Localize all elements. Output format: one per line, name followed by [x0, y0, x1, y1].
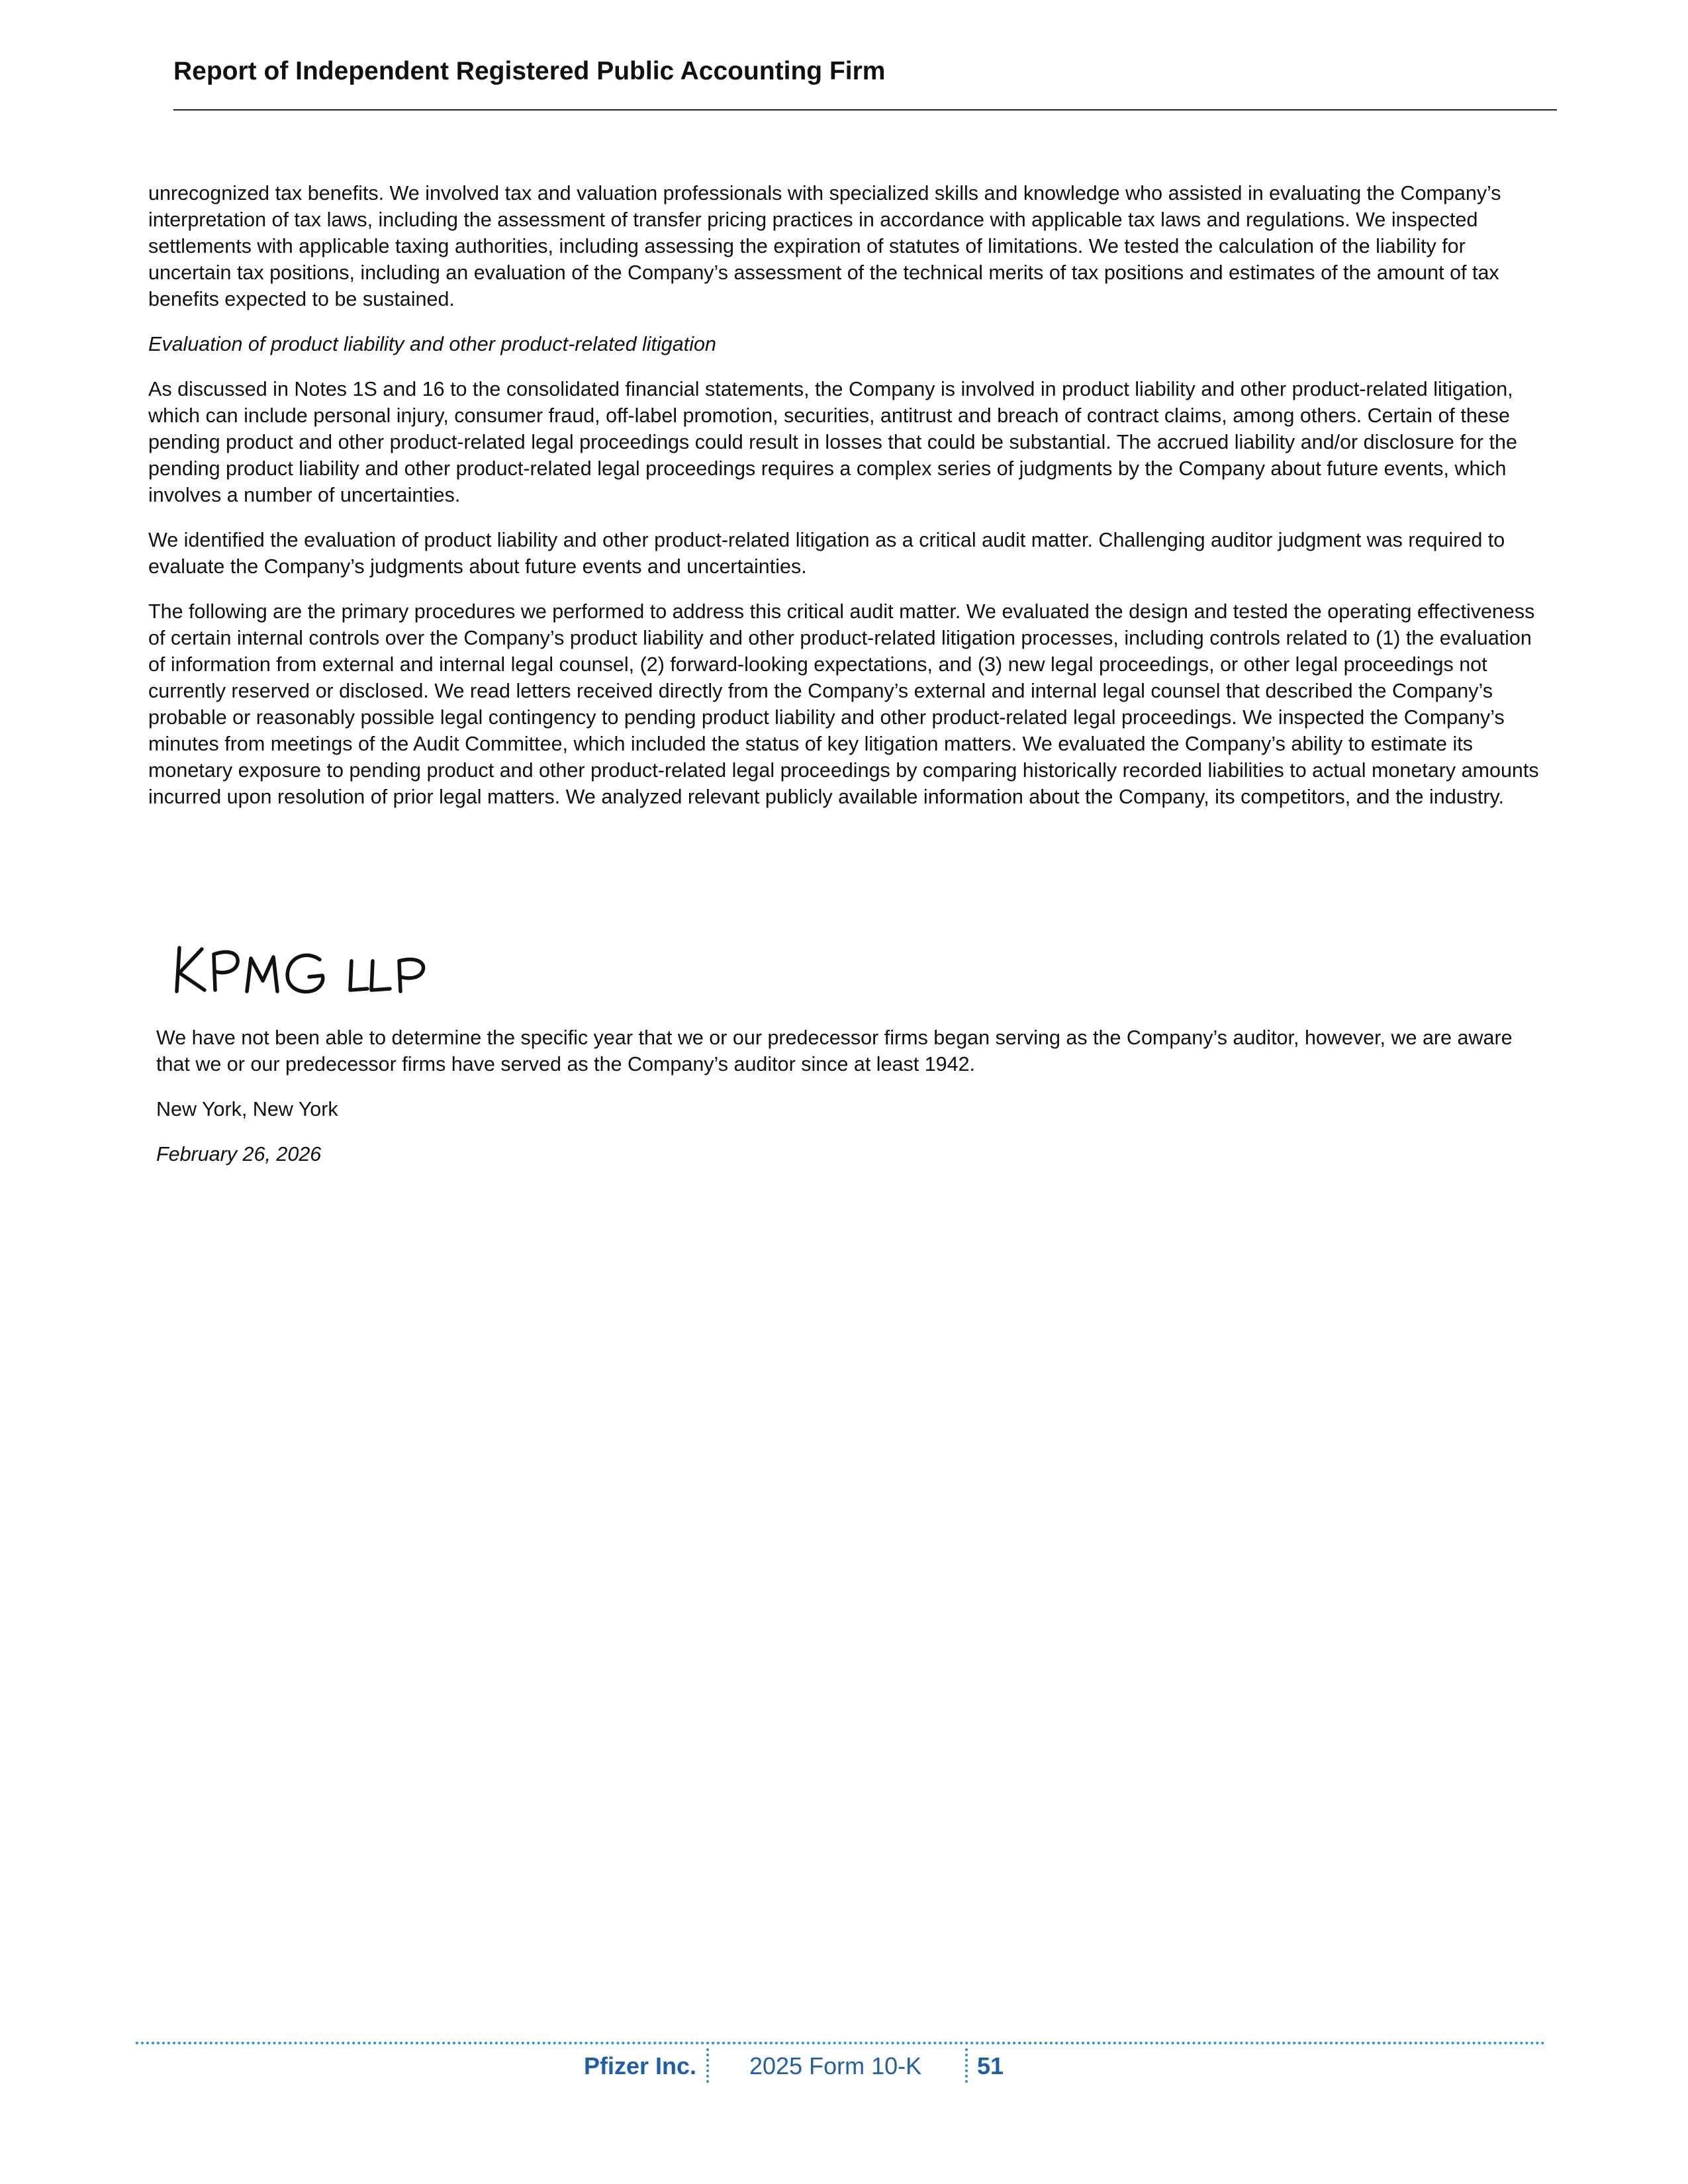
paragraph-audit-procedures: The following are the primary procedures we performed to address this critical audit matter. We evaluated the design and tested the operating effectiveness of certain internal controls over the Company’s product liability and other product-related litigation processes, including controls related to (1) the evaluation of information from external and internal legal counsel, (2) forward-looking expectations, and (3) new legal proceedings, or other legal proceedings not currently reserved or disclosed. We read letters received directly from the Company’s external and internal legal counsel that described the Company’s probable or reasonably possible legal contingency to pending product liability and other product-related legal proceedings. We inspected the Company’s minutes from meetings of the Audit Committee, which included the status of key litigation matters. We evaluated the Company’s ability to estimate its monetary exposure to pending product and other product-related legal proceedings by comparing historically recorded liabilities to actual monetary amounts incurred upon resolution of prior legal matters. We analyzed relevant publicly available information about the Company, its competitors, and the industry.	[148, 600, 1539, 808]
footer-page-number: 51	[977, 2052, 1004, 2079]
paragraph-tax-benefits: unrecognized tax benefits. We involved tax and valuation professionals with specialized skills and knowledge who assisted in evaluating the Company’s interpretation of tax laws, including the assessment of transfer pricing practices in accordance with applicable tax laws and regulations. We inspected settlements with applicable taxing authorities, including assessing the expiration of statutes of limitations. We tested the calculation of the liability for uncertain tax positions, including an evaluation of the Company’s assessment of the technical merits of tax positions and estimates of the amount of tax benefits expected to be sustained.	[148, 182, 1501, 310]
footer-separator	[965, 2048, 968, 2083]
paragraph-critical-audit-matter: We identified the evaluation of product liability and other product-related litigation as a critical audit matter. Challenging auditor judgment was required to evaluate the Company’s judgments about future events and uncertainties.	[148, 529, 1505, 578]
footer-company-name: Pfizer Inc.	[584, 2052, 697, 2079]
signing-location: New York, New York	[156, 1098, 338, 1120]
footer-form-name: 2025 Form 10-K	[749, 2052, 922, 2079]
paragraph-litigation-description: As discussed in Notes 1S and 16 to the consolidated financial statements, the Company is involved in product liability and other product-related litigation, which can include personal injury, consumer fraud, off-label promotion, securities, antitrust and breach of contract claims, among others. Certain of these pending product and other product-related legal proceedings could result in losses that could be substantial. The accrued liability and/or disclosure for the pending product liability and other product-related legal proceedings requires a complex series of judgments by the Company about future events, which involves a number of uncertainties.	[148, 378, 1517, 506]
kpmg-signature	[169, 938, 434, 1005]
auditor-tenure-statement: We have not been able to determine the specific year that we or our predecessor firms began serving as the Company’s auditor, however, we are aware that we or our predecessor firms have served as the Company’s auditor since at least 1942.	[156, 1026, 1513, 1075]
section-heading-product-liability: Evaluation of product liability and other product-related litigation	[148, 333, 716, 355]
report-body	[148, 180, 1545, 829]
header-divider	[173, 109, 1557, 111]
page-footer	[0, 2047, 1688, 2087]
page-title: Report of Independent Registered Public Accounting Firm	[173, 57, 886, 85]
report-closing	[156, 1024, 1546, 1186]
footer-divider	[136, 2042, 1546, 2044]
signing-date: February 26, 2026	[156, 1143, 322, 1165]
footer-separator	[706, 2048, 709, 2083]
